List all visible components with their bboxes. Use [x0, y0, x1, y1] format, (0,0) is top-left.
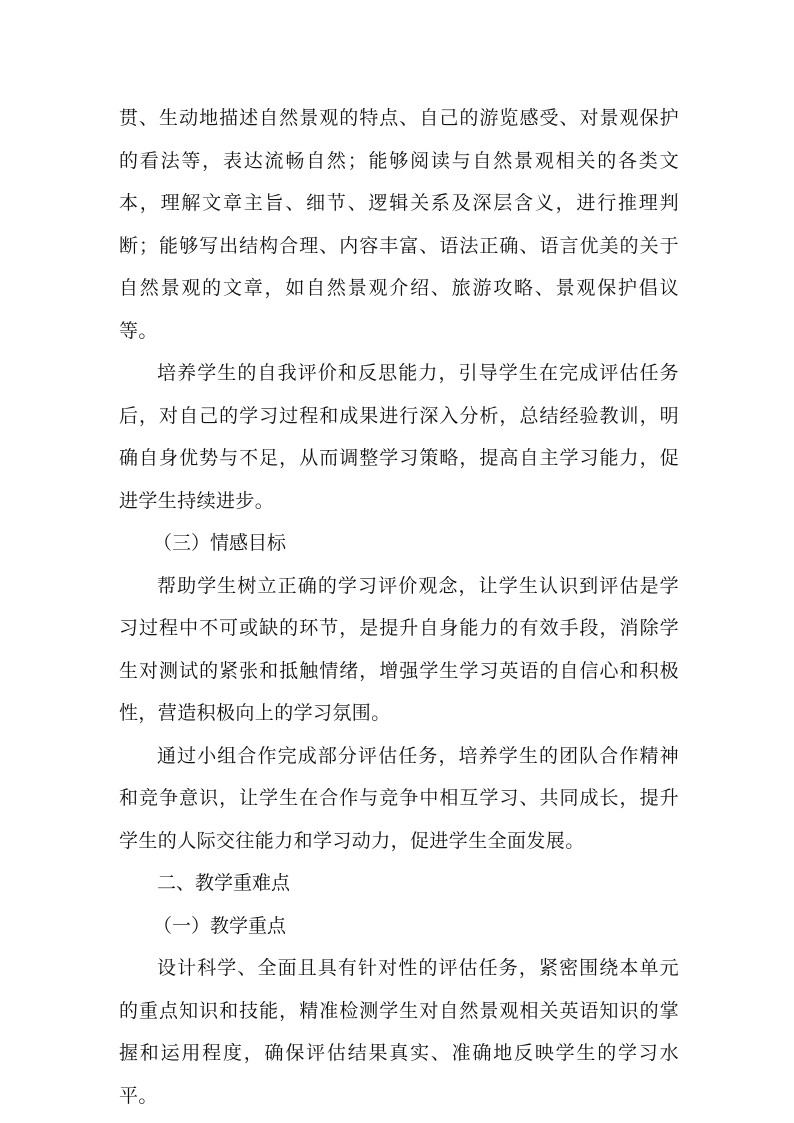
paragraph-evaluation-attitude: 帮助学生树立正确的学习评价观念，让学生认识到评估是学习过程中不可或缺的环节，是提升自身能力的有效手段，消除学生对测试的紧张和抵触情绪，增强学生学习英语的自信心和积极性，营造积极向上的学习氛围。 [119, 574, 679, 724]
document-body [119, 97, 679, 1117]
paragraph-assessment-design: 设计科学、全面且具有针对性的评估任务，紧密围绕本单元的重点知识和技能，精准检测学生对自然景观相关英语知识的掌握和运用程度，确保评估结果真实、准确地反映学生的学习水平。 [119, 957, 679, 1107]
subheading-teaching-focus: （一）教学重点 [153, 914, 287, 937]
section-heading-key-points: 二、教学重难点 [157, 872, 291, 894]
paragraph-self-evaluation: 培养学生的自我评价和反思能力，引导学生在完成评估任务后，对自己的学习过程和成果进行深入分析，总结经验教训，明确自身优势与不足，从而调整学习策略，提高自主学习能力，促进学生持续进步。 [119, 362, 679, 512]
paragraph-group-cooperation: 通过小组合作完成部分评估任务，培养学生的团队合作精神和竞争意识，让学生在合作与竞争中相互学习、共同成长，提升学生的人际交往能力和学习动力，促进学生全面发展。 [119, 744, 679, 852]
paragraph-language-skills-continuation: 贯、生动地描述自然景观的特点、自己的游览感受、对景观保护的看法等，表达流畅自然；能够阅读与自然景观相关的各类文本，理解文章主旨、细节、逻辑关系及深层含义，进行推理判断；能够写出结构合理、内容丰富、语法正确、语言优美的关于自然景观的文章，如自然景观介绍、旅游攻略、景观保护倡议等。 [119, 107, 679, 342]
subheading-emotional-goals: （三）情感目标 [153, 532, 287, 554]
